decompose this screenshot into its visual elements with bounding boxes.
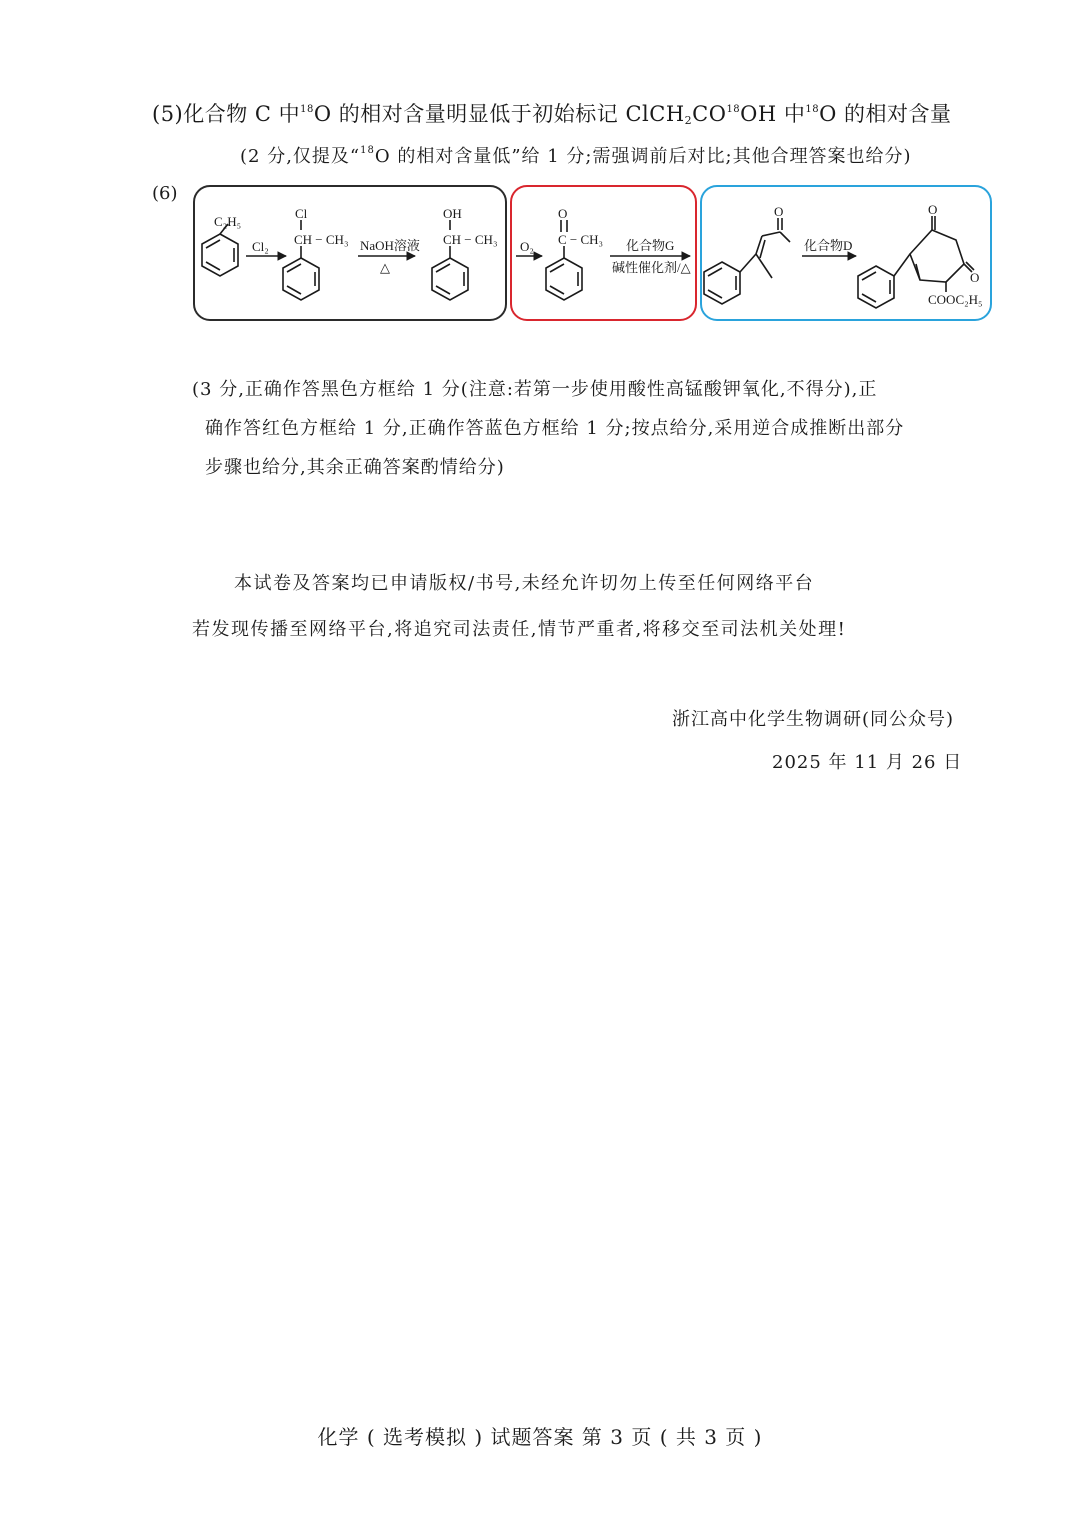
label-base-catalyst: 碱性催化剂/△ — [612, 260, 691, 275]
label-ch-ch3-1: CH − CH₃ — [294, 232, 349, 247]
copyright-line-2: 若发现传播至网络平台,将追究司法责任,情节严重者,将移交至司法机关处理! — [192, 619, 847, 640]
signature-date: 2025 年 11 月 26 日 — [772, 752, 963, 773]
question-5-answer: (5)化合物 C 中$^{18}$O 的相对含量明显低于初始标记 $ClCH_2CO^{18}OH$ 中$^{18}$O 的相对含量 — [152, 102, 952, 127]
signature-org: 浙江高中化学生物调研(同公众号) — [672, 709, 955, 730]
question-6-note-line-2: 确作答红色方框给 1 分,正确作答蓝色方框给 1 分;按点给分,采用逆合成推断出部分 — [205, 418, 905, 439]
red-box — [511, 186, 696, 320]
label-c2h5: C₂H₅ — [214, 214, 242, 229]
label-cl: Cl — [295, 206, 308, 221]
label-naoh: NaOH溶液 — [360, 238, 420, 253]
label-cl2: Cl₂ — [252, 239, 269, 254]
label-cooc2h5: COOC₂H₅ — [928, 292, 983, 307]
question-6-label: (6) — [152, 183, 178, 204]
label-delta-1: △ — [380, 260, 390, 275]
page-footer: 化学 ( 选考模拟 ) 试题答案 第 3 页 ( 共 3 页 ) — [317, 1425, 763, 1449]
label-compound-g: 化合物G — [626, 238, 675, 253]
copyright-line-1: 本试卷及答案均已申请版权/书号,未经允许切勿上传至任何网络平台 — [234, 573, 815, 594]
label-o-acetophenone: O — [558, 206, 568, 221]
label-compound-d: 化合物D — [804, 238, 853, 253]
label-o2: O₂ — [520, 239, 534, 254]
question-5-scoring-note: (2 分,仅提及“$^{18}$O 的相对含量低”给 1 分;需强调前后对比;其他合理答案也给分) — [240, 145, 912, 167]
question-6-note-line-3: 步骤也给分,其余正确答案酌情给分) — [205, 457, 505, 478]
label-oh: OH — [443, 206, 462, 221]
label-o-enone: O — [774, 204, 784, 219]
label-ch-ch3-2: CH − CH₃ — [443, 232, 498, 247]
synthesis-scheme — [190, 184, 995, 324]
label-o-ketone-top: O — [928, 202, 938, 217]
label-o-ketone-right: O — [970, 270, 980, 285]
question-6-note-line-1: (3 分,正确作答黑色方框给 1 分(注意:若第一步使用酸性高锰酸钾氧化,不得分),正 — [192, 379, 878, 400]
label-c-ch3: C − CH₃ — [558, 232, 604, 247]
